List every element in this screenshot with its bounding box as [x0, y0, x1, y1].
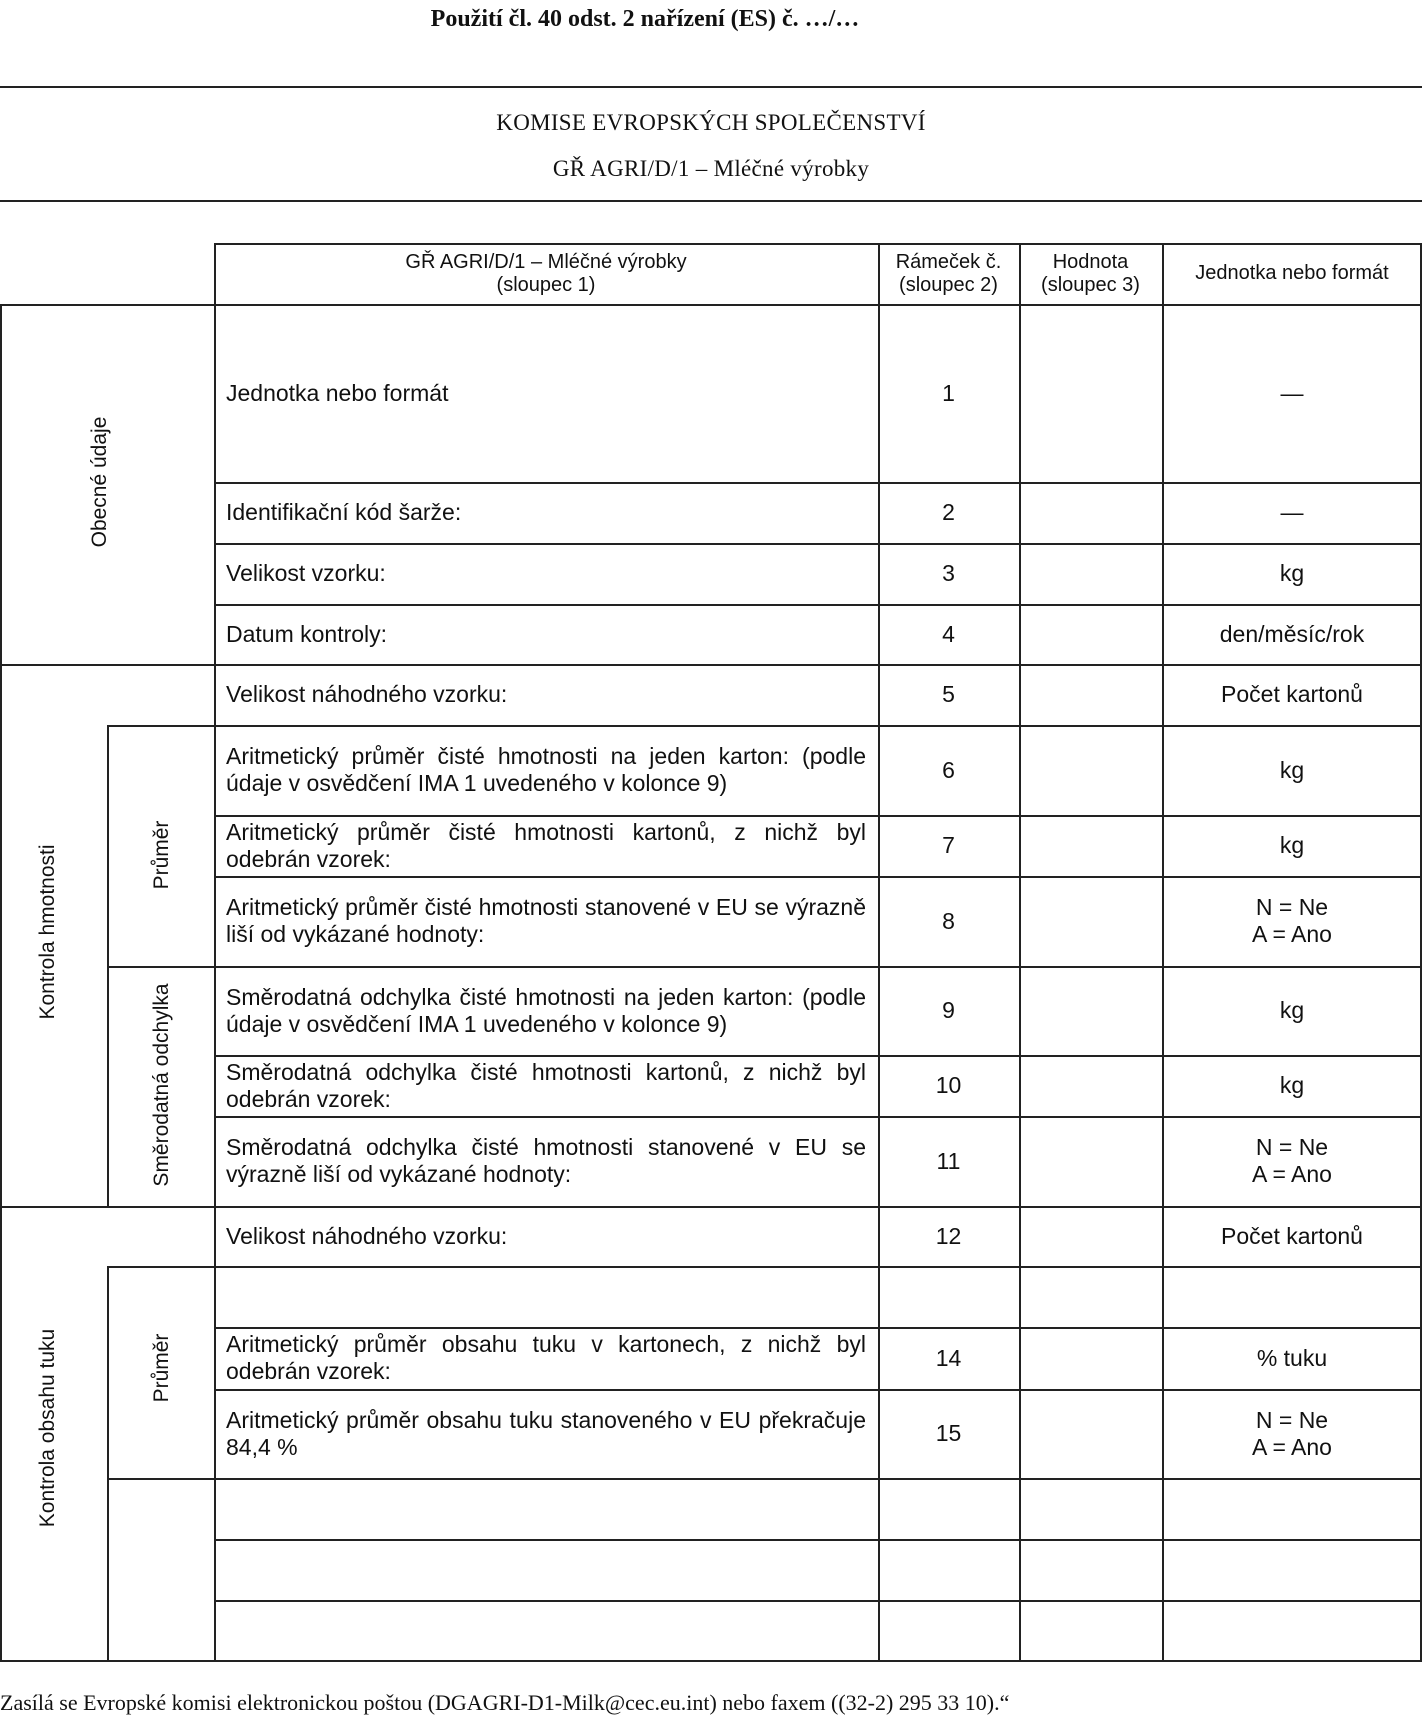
header-col1-line2: (sloupec 1) [496, 273, 596, 296]
row-16-box-number [878, 1478, 1019, 1539]
row-2-box-number: 2 [942, 499, 955, 525]
document-title: Použití čl. 40 odst. 2 nařízení (ES) č. …/… [430, 6, 860, 32]
row-12-description: Velikost náhodného vzorku: [226, 1222, 508, 1249]
header-col3-line1: Hodnota [1052, 250, 1129, 273]
grid-row-line [214, 815, 1422, 817]
row-8-value [1019, 876, 1162, 966]
group-label-general: Obecné údaje [88, 416, 111, 548]
footer-note: Zasílá se Evropské komisi elektronickou poštou (DGAGRI-D1-Milk@cec.eu.int) nebo faxem ((32-2) 295 33 10).“ [0, 1690, 1010, 1715]
grid-fat-mean-bottom [107, 1478, 214, 1480]
row-14-box-number: 14 [935, 1344, 962, 1371]
row-11-unit [1162, 1116, 1422, 1206]
row-3-unit: kg [1279, 560, 1305, 586]
group-label-weight-control: Kontrola hmotnosti [36, 844, 59, 1020]
row-7-box-number: 7 [942, 832, 955, 858]
row-11-value [1019, 1116, 1162, 1206]
grid-bottom-left [0, 1660, 214, 1662]
row-4-description: Datum kontroly: [226, 620, 388, 647]
row-15-box-number: 15 [935, 1420, 962, 1446]
row-6-value [1019, 725, 1162, 815]
group-label-fat-mean: Průměr [150, 1333, 173, 1403]
grid-row-line [214, 1116, 1422, 1118]
grid-general-bottom [0, 664, 214, 666]
row-12-box-number: 12 [935, 1222, 962, 1249]
row-7-description: Aritmetický průměr čisté hmotnosti kartonů, z nichž byl odebrán vzorek: [226, 818, 866, 872]
row-4-value [1019, 604, 1162, 664]
header-col2-line1: Rámeček č. [895, 250, 1002, 273]
row-9-description: Směrodatná odchylka čisté hmotnosti na jeden karton: (podle údaje v osvědčení IMA 1 uvedeného v kolonce 9) [226, 983, 866, 1037]
grid-subgroup-weight [107, 725, 109, 1206]
row-10-box-number: 10 [935, 1072, 962, 1098]
row-18-box-number [878, 1600, 1019, 1660]
grid-stddev-top [107, 966, 214, 968]
row-8-box-number: 8 [942, 907, 955, 934]
header-col1-line1: GŘ AGRI/D/1 – Mléčné výrobky [405, 250, 687, 273]
row-15-unit [1162, 1389, 1422, 1478]
row-9-value [1019, 966, 1162, 1055]
row-14-description: Aritmetický průměr obsahu tuku v kartonech, z nichž byl odebrán vzorek: [226, 1331, 866, 1384]
row-8-unit [1162, 876, 1422, 966]
grid-weight-bottom [0, 1206, 214, 1208]
row-9-unit: kg [1279, 997, 1305, 1023]
row-8-description: Aritmetický průměr čisté hmotnosti stanovené v EU se výrazně liší od vykázané hodnoty: [226, 894, 866, 947]
row-1-value [1019, 304, 1162, 482]
row-13-description [214, 1266, 878, 1327]
row-12-value [1019, 1206, 1162, 1266]
row-15-description: Aritmetický průměr obsahu tuku stanoveného v EU překračuje 84,4 % [226, 1406, 866, 1460]
row-1-description: Jednotka nebo formát [226, 379, 449, 406]
row-16-description [214, 1478, 878, 1539]
row-5-box-number: 5 [942, 681, 955, 707]
row-13-value [1019, 1266, 1162, 1327]
row-17-value [1019, 1539, 1162, 1600]
row-15-unit-line2: A = Ano [1252, 1433, 1332, 1460]
row-11-unit-line1: N = Ne [1255, 1134, 1329, 1160]
row-10-value [1019, 1055, 1162, 1116]
row-13-box-number [878, 1266, 1019, 1327]
grid-row-line [214, 664, 1422, 666]
row-6-box-number: 6 [942, 756, 955, 783]
grid-col3-left [1019, 243, 1021, 1660]
grid-left-border [0, 304, 2, 1660]
row-11-description: Směrodatná odchylka čisté hmotnosti stanovené v EU se výrazně liší od vykázané hodnoty: [226, 1134, 866, 1187]
grid-row-line [214, 604, 1422, 606]
grid-header-top [214, 243, 1422, 245]
header-col3 [1019, 243, 1162, 304]
row-3-value [1019, 543, 1162, 604]
row-10-description: Směrodatná odchylka čisté hmotnosti kartonů, z nichž byl odebrán vzorek: [226, 1058, 866, 1112]
header-col2-line2: (sloupec 2) [899, 273, 998, 296]
row-17-description [214, 1539, 878, 1600]
grid-row-line [214, 1600, 1422, 1602]
grid-header-bottom [214, 304, 1422, 306]
grid-row-line [214, 725, 1422, 727]
row-7-unit: kg [1279, 832, 1305, 858]
grid-row-line [214, 1389, 1422, 1391]
grid-subgroup-fat [107, 1266, 109, 1660]
header-rule-bottom [0, 200, 1422, 202]
row-18-description [214, 1600, 878, 1660]
row-6-unit: kg [1279, 756, 1305, 783]
row-3-box-number: 3 [942, 560, 955, 586]
grid-row-line [214, 1327, 1422, 1329]
grid-col4-left [1162, 243, 1164, 1660]
row-5-value [1019, 664, 1162, 725]
row-9-box-number: 9 [942, 997, 955, 1023]
row-17-box-number [878, 1539, 1019, 1600]
row-14-value [1019, 1327, 1162, 1389]
row-2-unit: — [1280, 499, 1304, 525]
row-13-unit [1162, 1266, 1422, 1327]
row-16-unit [1162, 1478, 1422, 1539]
row-4-unit: den/měsíc/rok [1219, 620, 1365, 647]
row-18-value [1019, 1600, 1162, 1660]
row-1-box-number: 1 [942, 379, 955, 406]
row-10-unit: kg [1279, 1072, 1305, 1098]
row-12-unit: Počet kartonů [1221, 1222, 1363, 1249]
row-1-unit: — [1280, 379, 1304, 406]
grid-row-line [214, 1539, 1422, 1541]
grid-mean-top [107, 725, 214, 727]
header-col1 [214, 243, 878, 304]
org-department: GŘ AGRI/D/1 – Mléčné výrobky [552, 156, 870, 181]
row-6-description: Aritmetický průměr čisté hmotnosti na jeden karton: (podle údaje v osvědčení IMA 1 uvedeného v kolonce 9) [226, 743, 866, 796]
grid-left-top [0, 304, 214, 306]
grid-row-line [214, 1266, 1422, 1268]
row-15-unit-line1: N = Ne [1255, 1406, 1329, 1433]
row-11-box-number: 11 [936, 1147, 961, 1174]
row-4-box-number: 4 [942, 620, 955, 647]
grid-row-line [214, 1478, 1422, 1480]
grid-row-line [214, 966, 1422, 968]
row-3-description: Velikost vzorku: [226, 560, 386, 586]
grid-fat-mean-top [107, 1266, 214, 1268]
group-label-weight-mean: Průměr [150, 820, 173, 890]
grid-desc-left [214, 243, 216, 1660]
row-18-unit [1162, 1600, 1422, 1660]
org-name: KOMISE EVROPSKÝCH SPOLEČENSTVÍ [496, 110, 926, 135]
header-col2 [878, 243, 1019, 304]
grid-row-line [214, 876, 1422, 878]
row-14-unit: % tuku [1256, 1344, 1328, 1371]
row-11-unit-line2: A = Ano [1252, 1161, 1332, 1187]
row-7-value [1019, 815, 1162, 876]
group-label-fat-control: Kontrola obsahu tuku [36, 1328, 59, 1528]
grid-row-line [214, 482, 1422, 484]
header-col3-line2: (sloupec 3) [1041, 273, 1140, 296]
grid-row-line [214, 1055, 1422, 1057]
row-5-unit: Počet kartonů [1221, 681, 1363, 707]
grid-col2-left [878, 243, 880, 1660]
row-5-description: Velikost náhodného vzorku: [226, 681, 508, 707]
row-15-value [1019, 1389, 1162, 1478]
grid-row-line [214, 1660, 1422, 1662]
header-col4: Jednotka nebo formát [1195, 262, 1389, 284]
row-2-description: Identifikační kód šarže: [226, 499, 462, 525]
row-8-unit-line2: A = Ano [1252, 921, 1332, 947]
row-16-value [1019, 1478, 1162, 1539]
header-rule-top [0, 86, 1422, 88]
group-label-std-dev: Směrodatná odchylka [150, 983, 173, 1187]
grid-row-line [214, 1206, 1422, 1208]
row-8-unit-line1: N = Ne [1255, 894, 1329, 920]
row-17-unit [1162, 1539, 1422, 1600]
row-2-value [1019, 482, 1162, 543]
grid-row-line [214, 543, 1422, 545]
